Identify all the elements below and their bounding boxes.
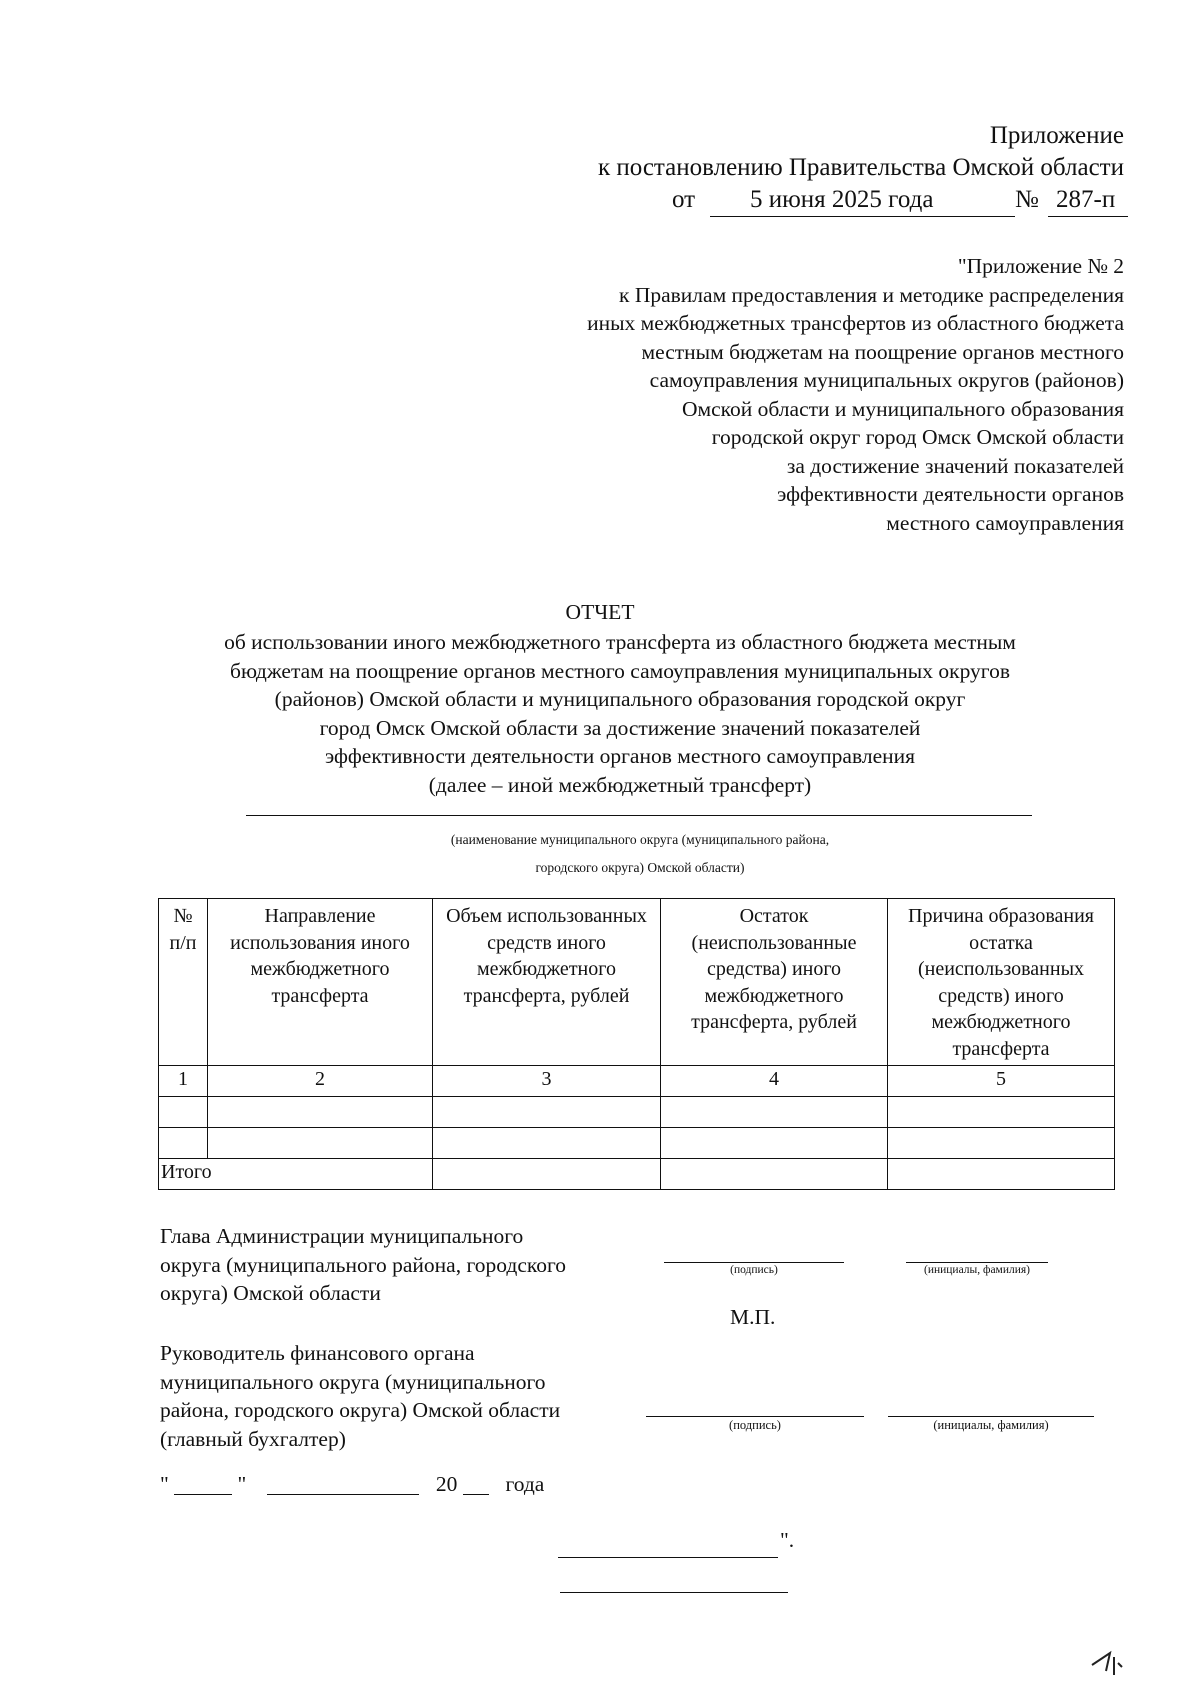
appendix-line: эффективности деятельности органов <box>777 482 1124 506</box>
table-cell[interactable] <box>208 1128 433 1159</box>
municipality-caption-line: городского округа) Омской области) <box>535 860 745 875</box>
total-label: Итого <box>159 1159 433 1190</box>
head-signature-caption: (подпись) <box>730 1264 778 1276</box>
column-number: 4 <box>661 1066 888 1097</box>
report-subtitle-line: об использовании иного межбюджетного трансферта из областного бюджета местным <box>224 630 1016 654</box>
head-signature-line[interactable] <box>664 1262 844 1263</box>
year-blank[interactable] <box>463 1472 489 1495</box>
resolution-number: 287-п <box>1056 186 1116 213</box>
report-subtitle <box>160 628 1080 799</box>
table-cell[interactable] <box>159 1097 208 1128</box>
table-header-cell: Причина образования остатка (неиспользованных средств) иного межбюджетного трансферта <box>888 899 1115 1066</box>
resolution-reference: к постановлению Правительства Омской области <box>597 154 1124 181</box>
table-header-cell: Объем использованных средств иного межбюджетного трансферта, рублей <box>433 899 661 1066</box>
report-subtitle-line: (районов) Омской области и муниципального образования городской округ <box>274 687 966 711</box>
signatory-line: Руководитель финансового органа <box>160 1341 475 1365</box>
table-cell[interactable] <box>433 1128 661 1159</box>
report-subtitle-line: (далее – иной межбюджетный трансферт) <box>428 772 812 797</box>
table-cell[interactable] <box>208 1097 433 1128</box>
seal-place: М.П. <box>730 1305 776 1329</box>
appendix-line: "Приложение № 2 <box>957 254 1124 278</box>
appendix-line: самоуправления муниципальных округов (районов) <box>649 368 1124 392</box>
table-total-row <box>159 1159 1115 1190</box>
table-cell[interactable] <box>433 1097 661 1128</box>
table-cell[interactable] <box>433 1159 661 1190</box>
table-cell[interactable] <box>661 1097 888 1128</box>
number-label: № <box>1015 186 1039 213</box>
appendix-line: городской округ город Омск Омской области <box>711 425 1124 449</box>
month-blank[interactable] <box>267 1472 419 1495</box>
signatory-line: округа) Омской области <box>160 1281 381 1305</box>
table-cell[interactable] <box>661 1159 888 1190</box>
table-header-cell: № п/п <box>159 899 208 1066</box>
from-label: от <box>672 186 696 213</box>
closing-line <box>558 1557 778 1558</box>
column-number: 1 <box>159 1066 208 1097</box>
column-number: 2 <box>208 1066 433 1097</box>
report-title: ОТЧЕТ <box>565 600 635 624</box>
table-cell[interactable] <box>888 1159 1115 1190</box>
report-subtitle-line: бюджетам на поощрение органов местного самоуправления муниципальных округов <box>230 658 1010 683</box>
finance-signatory <box>160 1339 560 1453</box>
report-table <box>158 898 1115 1190</box>
resolution-date: 5 июня 2025 года <box>750 186 934 213</box>
finance-name-caption: (инициалы, фамилия) <box>933 1418 1049 1432</box>
appendix-line: к Правилам предоставления и методике распределения <box>619 282 1124 307</box>
table-column-numbers-row <box>159 1066 1115 1097</box>
table-row <box>159 1128 1115 1159</box>
table-cell[interactable] <box>159 1128 208 1159</box>
year-prefix: 20 <box>435 1472 458 1496</box>
table-cell[interactable] <box>888 1128 1115 1159</box>
report-date <box>160 1472 544 1497</box>
appendix-2-reference <box>484 252 1124 537</box>
closing-divider <box>560 1592 788 1593</box>
report-subtitle-line: эффективности деятельности органов местного самоуправления <box>324 744 916 768</box>
signatory-line: Глава Администрации муниципального <box>160 1224 524 1248</box>
finance-signature-line[interactable] <box>646 1416 864 1417</box>
signatory-line: округа (муниципального района, городского <box>160 1252 567 1277</box>
date-quote-open: " <box>160 1472 169 1496</box>
table-header-row <box>159 899 1115 1066</box>
municipality-caption-line: (наименование муниципального округа (муниципального района, <box>450 832 830 847</box>
signatory-line: района, городского округа) Омской области <box>160 1398 561 1422</box>
appendix-line: местного самоуправления <box>886 510 1124 535</box>
report-subtitle-line: город Омск Омской области за достижение значений показателей <box>319 715 921 740</box>
finance-signature-caption: (подпись) <box>729 1418 781 1432</box>
head-name-caption: (инициалы, фамилия) <box>923 1264 1031 1276</box>
column-number: 3 <box>433 1066 661 1097</box>
table-cell[interactable] <box>661 1128 888 1159</box>
table-row <box>159 1097 1115 1128</box>
signatory-line: (главный бухгалтер) <box>160 1426 346 1451</box>
appendix-title: Приложение <box>989 122 1124 149</box>
municipality-name-line <box>246 815 1032 816</box>
year-suffix: года <box>505 1472 545 1496</box>
column-number: 5 <box>888 1066 1115 1097</box>
table-header-cell: Направление использования иного межбюджетного трансферта <box>208 899 433 1066</box>
table-header-cell: Остаток (неиспользованные средства) иного межбюджетного трансферта, рублей <box>661 899 888 1066</box>
date-quote-close: " <box>237 1472 247 1496</box>
closing-quote: ". <box>780 1528 795 1552</box>
signatory-line: муниципального округа (муниципального <box>160 1369 546 1394</box>
appendix-line: иных межбюджетных трансфертов из областного бюджета <box>587 311 1124 335</box>
appendix-line: за достижение значений показателей <box>786 453 1124 478</box>
day-blank[interactable] <box>174 1472 232 1495</box>
appendix-line: Омской области и муниципального образования <box>681 396 1124 421</box>
table-cell[interactable] <box>888 1097 1115 1128</box>
appendix-line: местным бюджетам на поощрение органов местного <box>641 339 1124 364</box>
finance-name-line[interactable] <box>888 1416 1094 1417</box>
municipality-caption <box>300 826 980 882</box>
head-signatory <box>160 1222 566 1308</box>
head-name-line[interactable] <box>906 1262 1048 1263</box>
handwritten-mark-icon <box>1088 1645 1128 1681</box>
